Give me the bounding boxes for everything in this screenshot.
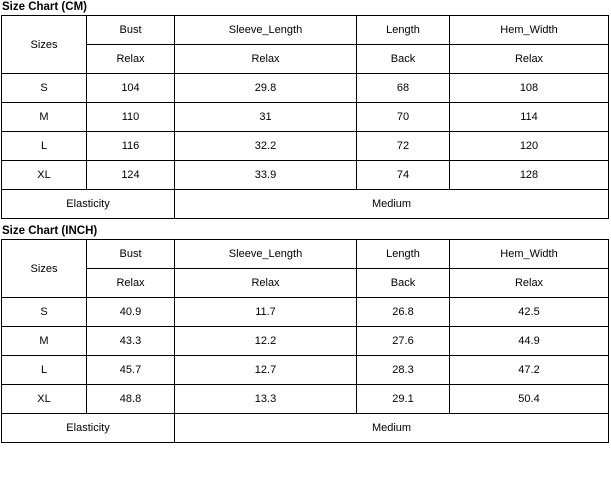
table-row: [2, 74, 609, 103]
cell-hem: 44.9: [450, 327, 609, 356]
header-cell-length: Length: [357, 240, 450, 269]
cell-bust: 104: [87, 74, 175, 103]
footer-value-elasticity: Medium: [175, 190, 609, 219]
cell-size: S: [2, 298, 87, 327]
table-footer-row: [2, 190, 609, 219]
header-cell-sizes: Sizes: [2, 240, 87, 298]
cell-hem: 47.2: [450, 356, 609, 385]
cell-size: M: [2, 103, 87, 132]
cell-size: L: [2, 132, 87, 161]
cell-size: M: [2, 327, 87, 356]
cell-bust: 124: [87, 161, 175, 190]
header-cell-hem-width: Hem_Width: [450, 240, 609, 269]
cell-sleeve: 29.8: [175, 74, 357, 103]
footer-label-elasticity: Elasticity: [2, 190, 175, 219]
subheader-cell-hem-width: Relax: [450, 45, 609, 74]
cell-sleeve: 32.2: [175, 132, 357, 161]
cell-length: 29.1: [357, 385, 450, 414]
cell-bust: 48.8: [87, 385, 175, 414]
cell-bust: 116: [87, 132, 175, 161]
size-chart-cm-title: Size Chart (CM): [2, 1, 87, 13]
cell-sleeve: 12.7: [175, 356, 357, 385]
table-header-row-2: [2, 269, 609, 298]
cell-hem: 108: [450, 74, 609, 103]
header-cell-sizes: Sizes: [2, 16, 87, 74]
size-chart-cm-table: [1, 15, 609, 219]
cell-length: 68: [357, 74, 450, 103]
header-cell-length: Length: [357, 16, 450, 45]
cell-hem: 120: [450, 132, 609, 161]
cell-sleeve: 11.7: [175, 298, 357, 327]
cell-sleeve: 31: [175, 103, 357, 132]
table-header-row-1: [2, 240, 609, 269]
header-cell-bust: Bust: [87, 16, 175, 45]
cell-hem: 114: [450, 103, 609, 132]
cell-hem: 50.4: [450, 385, 609, 414]
table-footer-row: [2, 414, 609, 443]
cell-length: 70: [357, 103, 450, 132]
subheader-cell-hem-width: Relax: [450, 269, 609, 298]
table-row: [2, 298, 609, 327]
table-row: [2, 103, 609, 132]
cell-sleeve: 12.2: [175, 327, 357, 356]
cell-hem: 42.5: [450, 298, 609, 327]
cell-length: 26.8: [357, 298, 450, 327]
cell-size: XL: [2, 161, 87, 190]
table-header-row-2: [2, 45, 609, 74]
subheader-cell-sleeve-length: Relax: [175, 45, 357, 74]
subheader-cell-sleeve-length: Relax: [175, 269, 357, 298]
cell-bust: 110: [87, 103, 175, 132]
table-row: [2, 132, 609, 161]
header-cell-bust: Bust: [87, 240, 175, 269]
cell-size: XL: [2, 385, 87, 414]
cell-bust: 43.3: [87, 327, 175, 356]
table-header-row-1: [2, 16, 609, 45]
cell-length: 27.6: [357, 327, 450, 356]
cell-hem: 128: [450, 161, 609, 190]
table-row: [2, 161, 609, 190]
table-row: [2, 385, 609, 414]
subheader-cell-bust: Relax: [87, 269, 175, 298]
cell-bust: 40.9: [87, 298, 175, 327]
subheader-cell-length: Back: [357, 269, 450, 298]
size-chart-inch-title: Size Chart (INCH): [2, 225, 98, 237]
header-cell-sleeve-length: Sleeve_Length: [175, 16, 357, 45]
footer-value-elasticity: Medium: [175, 414, 609, 443]
subheader-cell-bust: Relax: [87, 45, 175, 74]
cell-sleeve: 33.9: [175, 161, 357, 190]
cell-length: 74: [357, 161, 450, 190]
header-cell-hem-width: Hem_Width: [450, 16, 609, 45]
table-row: [2, 356, 609, 385]
cell-size: L: [2, 356, 87, 385]
cell-sleeve: 13.3: [175, 385, 357, 414]
subheader-cell-length: Back: [357, 45, 450, 74]
header-cell-sleeve-length: Sleeve_Length: [175, 240, 357, 269]
cell-length: 28.3: [357, 356, 450, 385]
size-chart-inch-table: [1, 239, 609, 443]
footer-label-elasticity: Elasticity: [2, 414, 175, 443]
cell-size: S: [2, 74, 87, 103]
cell-length: 72: [357, 132, 450, 161]
cell-bust: 45.7: [87, 356, 175, 385]
table-row: [2, 327, 609, 356]
